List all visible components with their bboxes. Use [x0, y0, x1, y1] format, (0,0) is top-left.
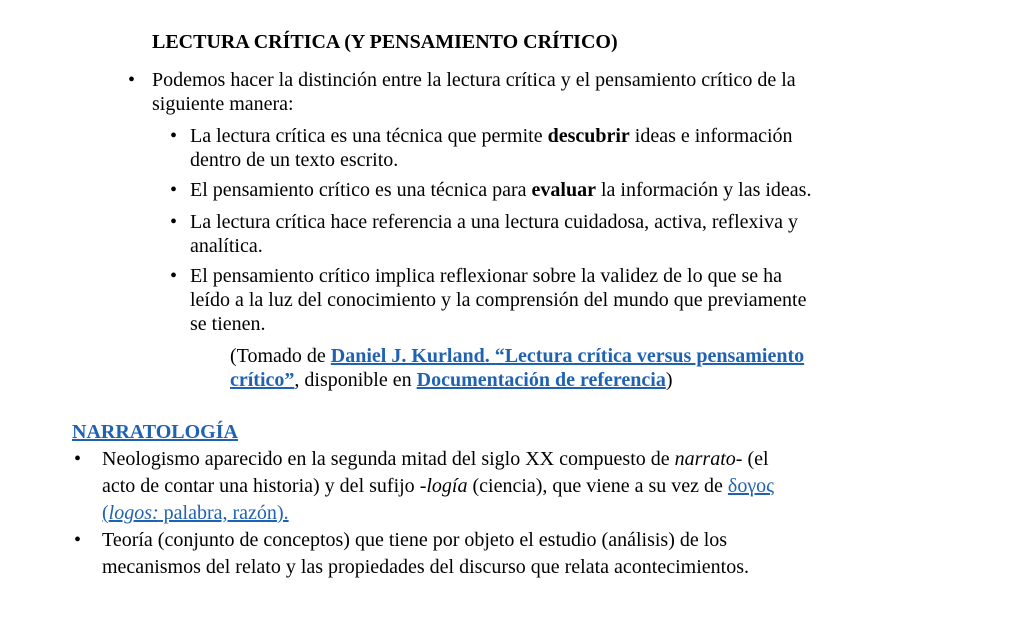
list-item-continuation: leído a la luz del conocimiento y la comprensión del mundo que previamente [190, 289, 807, 311]
bullet-marker: • [74, 529, 82, 551]
item-italic-text: -logía [419, 475, 468, 497]
list-item-continuation: analítica. [190, 235, 263, 257]
list-item: Teoría (conjunto de conceptos) que tiene por objeto el estudio (análisis) de los [102, 529, 728, 551]
link-text: ). [276, 502, 289, 524]
citation-text: , disponible en [294, 369, 417, 391]
link-text: ( [102, 502, 109, 524]
list-item: El pensamiento crítico implica reflexionar sobre la validez de lo que se ha [190, 265, 782, 287]
list-item [190, 124, 793, 148]
item-text: (ciencia), que viene a su vez de [467, 475, 728, 497]
page-title: LECTURA CRÍTICA (Y PENSAMIENTO CRÍTICO) [152, 31, 618, 53]
logos-definition-link[interactable] [102, 502, 289, 524]
citation-line-2 [230, 368, 673, 392]
item-text: acto de contar una historia) y del sufijo [102, 475, 420, 497]
item-text: la información y las ideas. [595, 179, 812, 201]
sub-bullet-marker: • [170, 265, 178, 287]
narratologia-heading: NARRATOLOGÍA [72, 421, 238, 443]
bullet-marker: • [74, 448, 82, 470]
item-text: Neologismo aparecido en la segunda mitad del siglo XX compuesto de [102, 448, 675, 470]
list-item-continuation [102, 501, 289, 525]
item-italic-text: narrato- [674, 448, 743, 470]
list-item [190, 178, 811, 202]
link-italic-text: logos: [108, 502, 159, 524]
sub-bullet-marker: • [170, 211, 178, 233]
list-item: La lectura crítica hace referencia a una lectura cuidadosa, activa, reflexiva y [190, 211, 798, 233]
kurland-article-link[interactable]: Daniel J. Kurland. “Lectura crítica versus pensamiento [330, 345, 805, 367]
item-text: (el [742, 448, 769, 470]
citation-text: ) [665, 369, 673, 391]
list-item-continuation: dentro de un texto escrito. [190, 149, 399, 171]
list-item-continuation [102, 474, 774, 498]
item-bold-text: descubrir [547, 125, 630, 147]
bullet-marker: • [128, 69, 136, 91]
greek-logos-link[interactable]: δογος [727, 475, 775, 497]
item-bold-text: evaluar [531, 179, 596, 201]
link-text: palabra, razón [158, 502, 277, 524]
item-text: La lectura crítica es una técnica que permite [190, 125, 548, 147]
citation-line-1 [230, 344, 804, 368]
item-text: ideas e información [629, 125, 793, 147]
sub-bullet-marker: • [170, 125, 178, 147]
list-item-continuation: se tienen. [190, 313, 266, 335]
kurland-article-link-continued[interactable]: crítico” [230, 369, 295, 391]
intro-line-1: Podemos hacer la distinción entre la lectura crítica y el pensamiento crítico de la [152, 69, 796, 91]
sub-bullet-marker: • [170, 179, 178, 201]
item-text: El pensamiento crítico es una técnica para [190, 179, 532, 201]
intro-line-2: siguiente manera: [152, 93, 294, 115]
reference-documentation-link[interactable]: Documentación de referencia [416, 369, 666, 391]
list-item [102, 447, 769, 471]
citation-text: (Tomado de [230, 345, 331, 367]
list-item-continuation: mecanismos del relato y las propiedades del discurso que relata acontecimientos. [102, 556, 750, 578]
